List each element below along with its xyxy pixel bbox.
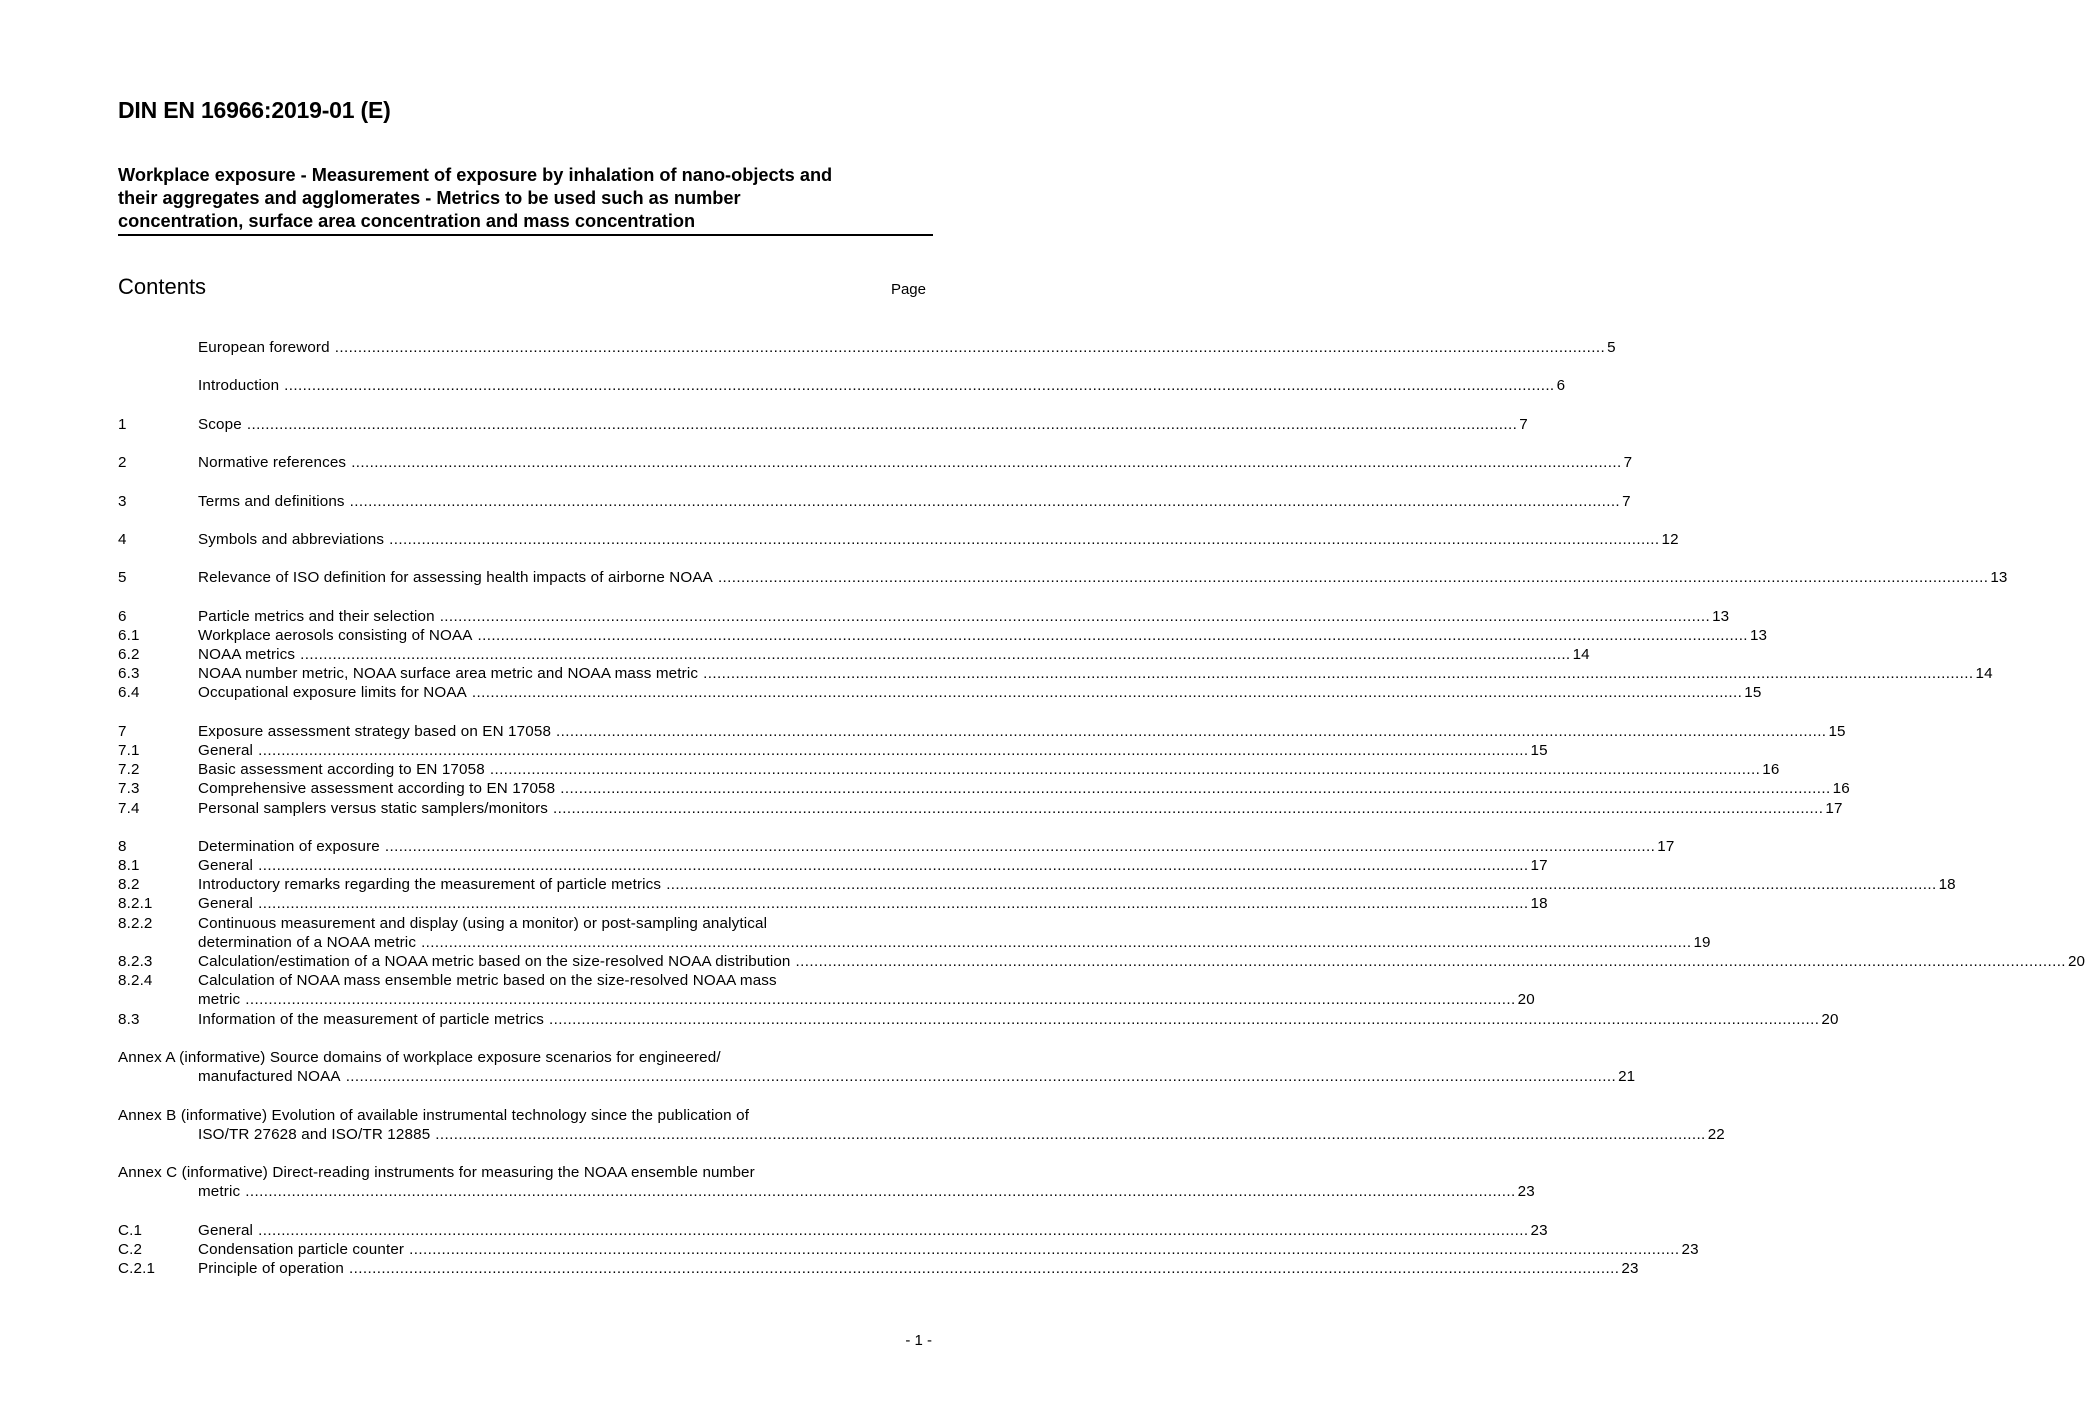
toc-entry[interactable] xyxy=(118,722,1846,741)
toc-entry-page: 23 xyxy=(1681,1240,1699,1258)
title-line: their aggregates and agglomerates - Metrics to be used such as number xyxy=(118,188,741,208)
toc-dot-leader xyxy=(300,645,1570,664)
toc-dot-leader xyxy=(247,415,1517,434)
toc-entry-number: 3 xyxy=(118,492,127,510)
toc-entry-label: metric xyxy=(198,1183,241,1201)
toc-entry-page: 20 xyxy=(1821,1010,1839,1028)
toc-entry-number: 6 xyxy=(118,607,127,625)
toc-entry-label: manufactured NOAA xyxy=(198,1068,341,1086)
toc-entry-number: 8.2.3 xyxy=(118,953,153,970)
toc-entry-page: 13 xyxy=(1990,569,2008,587)
toc-entry-label: determination of a NOAA metric xyxy=(198,933,417,951)
toc-entry-page: 5 xyxy=(1607,339,1616,356)
toc-entry-label: General xyxy=(198,857,254,875)
toc-entry-label: General xyxy=(198,741,254,759)
toc-entry[interactable] xyxy=(118,1010,1839,1029)
toc-entry-number: 6.2 xyxy=(118,646,140,663)
toc-entry-number: C.2.1 xyxy=(118,1260,156,1277)
toc-entry[interactable] xyxy=(118,971,921,990)
toc-entry-label: European foreword xyxy=(198,339,330,356)
toc-entry-label: Introduction xyxy=(198,377,280,395)
toc-entry[interactable] xyxy=(118,607,1730,626)
toc-entry-label: Condensation particle counter xyxy=(198,1240,405,1258)
toc-dot-leader xyxy=(796,952,2066,971)
toc-dot-leader xyxy=(718,568,1988,587)
toc-entry-label: Determination of exposure xyxy=(198,837,380,855)
toc-entry-label: ISO/TR 27628 and ISO/TR 12885 xyxy=(198,1125,431,1143)
toc-entry-page: 19 xyxy=(1693,933,1711,951)
toc-spacer xyxy=(118,1029,921,1048)
toc-entry-page: 15 xyxy=(1828,722,1846,740)
toc-entry[interactable] xyxy=(118,1125,1725,1144)
page-number-footer: - 1 - xyxy=(905,1332,932,1349)
toc-dot-leader xyxy=(553,799,1823,818)
toc-entry-number: 1 xyxy=(118,415,127,433)
toc-entry-page: 23 xyxy=(1517,1183,1535,1201)
toc-dot-leader xyxy=(472,683,1742,702)
toc-entry-number: 7.2 xyxy=(118,761,140,779)
toc-dot-leader xyxy=(389,530,1659,549)
toc-dot-leader xyxy=(245,1182,1515,1201)
toc-spacer xyxy=(118,511,921,530)
toc-dot-leader xyxy=(409,1240,1679,1259)
toc-entry-number: 2 xyxy=(118,454,127,472)
table-of-contents xyxy=(118,338,2085,1278)
toc-entry-label: Calculation of NOAA mass ensemble metric based on the size-resolved NOAA mass xyxy=(198,972,777,990)
toc-dot-leader xyxy=(549,1010,1819,1029)
toc-entry-page: 21 xyxy=(1618,1068,1636,1086)
toc-entry-page: 14 xyxy=(1572,646,1590,663)
toc-dot-leader xyxy=(560,779,1830,798)
toc-dot-leader xyxy=(440,607,1710,626)
toc-entry[interactable] xyxy=(118,837,1675,856)
toc-entry-label: Scope xyxy=(198,415,242,433)
toc-entry-page: 7 xyxy=(1519,415,1528,433)
toc-entry[interactable] xyxy=(118,779,1850,798)
toc-entry-number: 7 xyxy=(118,722,127,740)
toc-entry-page: 13 xyxy=(1712,607,1730,625)
toc-entry[interactable] xyxy=(118,530,1679,549)
toc-entry-label: General xyxy=(198,1221,254,1239)
toc-entry-label: Personal samplers versus static samplers/monitors xyxy=(198,799,549,817)
toc-entry-page: 14 xyxy=(1975,665,1993,683)
toc-entry-page: 7 xyxy=(1622,492,1631,510)
toc-entry-number: 7.3 xyxy=(118,780,140,798)
toc-entry-label: Continuous measurement and display (using a monitor) or post-sampling analytical xyxy=(198,914,768,932)
toc-entry-label: NOAA metrics xyxy=(198,646,296,663)
toc-entry-page: 18 xyxy=(1530,895,1548,913)
toc-entry[interactable] xyxy=(118,875,1956,894)
toc-entry[interactable] xyxy=(118,376,1566,395)
toc-dot-leader xyxy=(385,837,1655,856)
toc-dot-leader xyxy=(703,664,1973,683)
toc-entry[interactable] xyxy=(118,415,1528,434)
toc-spacer xyxy=(118,818,921,837)
toc-entry-label: Symbols and abbreviations xyxy=(198,530,385,548)
toc-entry-label: Basic assessment according to EN 17058 xyxy=(198,761,485,779)
toc-entry[interactable] xyxy=(118,856,1548,875)
document-header: DIN EN 16966:2019-01 (E) xyxy=(118,97,391,123)
toc-entry-label: General xyxy=(198,895,254,913)
toc-entry[interactable] xyxy=(118,645,1590,664)
toc-entry-label: Particle metrics and their selection xyxy=(198,607,435,625)
toc-entry-number: 5 xyxy=(118,569,127,587)
toc-dot-leader xyxy=(666,875,1936,894)
toc-entry-number: C.2 xyxy=(118,1240,143,1258)
toc-dot-leader xyxy=(245,990,1515,1009)
toc-entry[interactable] xyxy=(118,1106,921,1125)
toc-dot-leader xyxy=(421,933,1691,952)
toc-entry-label: Principle of operation xyxy=(198,1260,344,1277)
toc-entry-page: 17 xyxy=(1657,837,1675,855)
toc-entry[interactable] xyxy=(118,453,1633,472)
toc-entry[interactable] xyxy=(118,894,1548,913)
toc-entry-number: 8.2.2 xyxy=(118,914,153,932)
contents-heading: Contents xyxy=(118,274,207,299)
toc-entry-page: 23 xyxy=(1621,1260,1639,1277)
toc-dot-leader xyxy=(258,856,1528,875)
toc-entry-page: 23 xyxy=(1530,1221,1548,1239)
toc-entry[interactable] xyxy=(118,1221,1548,1240)
toc-entry-number: 6.4 xyxy=(118,684,140,702)
toc-entry[interactable] xyxy=(118,1163,921,1182)
toc-spacer xyxy=(118,703,921,722)
toc-entry-label: metric xyxy=(198,991,241,1009)
toc-spacer xyxy=(118,587,921,606)
toc-entry-label: Workplace aerosols consisting of NOAA xyxy=(198,626,473,644)
toc-entry[interactable] xyxy=(118,1182,1535,1201)
toc-dot-leader xyxy=(349,1259,1619,1278)
toc-entry-page: 16 xyxy=(1832,780,1850,798)
toc-entry-number: 8.3 xyxy=(118,1010,140,1028)
toc-entry[interactable] xyxy=(118,914,921,933)
toc-entry-label: Calculation/estimation of a NOAA metric based on the size-resolved NOAA distribution xyxy=(198,953,791,970)
toc-entry-label: Information of the measurement of particle metrics xyxy=(198,1010,544,1028)
toc-dot-leader xyxy=(490,760,1760,779)
toc-entry-label: Exposure assessment strategy based on EN 17058 xyxy=(198,722,552,740)
toc-entry[interactable] xyxy=(118,741,1548,760)
toc-entry-number: 8.2.4 xyxy=(118,972,153,990)
toc-entry-number: 6.3 xyxy=(118,665,140,683)
toc-entry[interactable] xyxy=(118,990,1535,1009)
toc-entry-page: 7 xyxy=(1623,454,1633,472)
toc-dot-leader xyxy=(350,492,1620,511)
toc-spacer xyxy=(118,472,921,491)
document-title xyxy=(118,164,933,236)
toc-entry[interactable] xyxy=(118,952,2085,971)
toc-dot-leader xyxy=(346,1067,1616,1086)
toc-entry-page: 20 xyxy=(1517,991,1535,1009)
toc-entry-label: Comprehensive assessment according to EN 17058 xyxy=(198,780,556,798)
toc-entry-label: Introductory remarks regarding the measurement of particle metrics xyxy=(198,876,662,894)
toc-spacer xyxy=(118,357,921,376)
toc-entry-page: 22 xyxy=(1707,1125,1725,1143)
toc-entry[interactable] xyxy=(118,799,1843,818)
toc-dot-leader xyxy=(335,338,1605,357)
toc-entry[interactable] xyxy=(118,492,1631,511)
toc-entry[interactable] xyxy=(118,664,1993,683)
toc-entry[interactable] xyxy=(118,568,2008,587)
toc-entry-label: Relevance of ISO definition for assessing health impacts of airborne NOAA xyxy=(198,569,713,587)
toc-annex-title: Annex B (informative) Evolution of available instrumental technology since the publication of xyxy=(118,1106,750,1124)
toc-entry-label: NOAA number metric, NOAA surface area metric and NOAA mass metric xyxy=(198,665,699,683)
toc-entry-number: 8 xyxy=(118,837,127,855)
toc-entry-label: Normative references xyxy=(198,454,347,472)
toc-entry[interactable] xyxy=(118,760,1780,779)
toc-entry-number: C.1 xyxy=(118,1221,143,1239)
toc-entry-page: 18 xyxy=(1938,876,1956,894)
toc-entry-number: 7.1 xyxy=(118,741,140,759)
toc-entry-page: 17 xyxy=(1530,857,1548,875)
toc-entry-number: 8.1 xyxy=(118,857,140,875)
toc-spacer xyxy=(118,1086,921,1105)
toc-spacer xyxy=(118,549,921,568)
toc-entry-number: 4 xyxy=(118,530,127,548)
toc-dot-leader xyxy=(258,894,1528,913)
toc-entry[interactable] xyxy=(118,338,1616,357)
toc-entry-label: Terms and definitions xyxy=(198,492,345,510)
toc-dot-leader xyxy=(478,626,1748,645)
toc-entry[interactable] xyxy=(118,1259,1639,1278)
toc-dot-leader xyxy=(258,741,1528,760)
toc-entry-number: 6.1 xyxy=(118,626,140,644)
title-line: concentration, surface area concentration and mass concentration xyxy=(118,211,696,231)
toc-entry-number: 7.4 xyxy=(118,799,140,817)
toc-entry[interactable] xyxy=(118,683,1762,702)
toc-spacer xyxy=(118,1201,921,1220)
toc-spacer xyxy=(118,1144,921,1163)
toc-entry[interactable] xyxy=(118,933,1711,952)
toc-entry-page: 13 xyxy=(1749,626,1768,644)
toc-dot-leader xyxy=(556,722,1826,741)
toc-entry-page: 16 xyxy=(1762,761,1780,779)
toc-entry-page: 12 xyxy=(1661,530,1679,548)
toc-entry[interactable] xyxy=(118,1240,1699,1259)
toc-entry-page: 15 xyxy=(1530,741,1548,759)
toc-entry-number: 8.2 xyxy=(118,876,140,894)
toc-annex-title: Annex C (informative) Direct-reading instruments for measuring the NOAA ensemble number xyxy=(118,1164,755,1182)
toc-spacer xyxy=(118,396,921,415)
toc-entry-number: 8.2.1 xyxy=(118,895,153,913)
toc-entry-page: 15 xyxy=(1744,684,1762,702)
title-line: Workplace exposure - Measurement of exposure by inhalation of nano-objects and xyxy=(118,165,833,185)
toc-dot-leader xyxy=(435,1125,1705,1144)
toc-annex-title: Annex A (informative) Source domains of workplace exposure scenarios for engineered/ xyxy=(118,1048,721,1066)
toc-entry[interactable] xyxy=(118,1067,1636,1086)
toc-dot-leader xyxy=(258,1221,1528,1240)
toc-entry-page: 20 xyxy=(2067,953,2085,970)
toc-entry-page: 17 xyxy=(1825,799,1843,817)
toc-entry[interactable] xyxy=(118,626,1768,645)
toc-entry[interactable] xyxy=(118,1048,921,1067)
toc-dot-leader xyxy=(284,376,1554,395)
toc-entry-page: 6 xyxy=(1556,377,1566,395)
toc-entry-label: Occupational exposure limits for NOAA xyxy=(198,684,467,702)
toc-dot-leader xyxy=(351,453,1621,472)
toc-spacer xyxy=(118,434,921,453)
page-column-label: Page xyxy=(890,281,926,298)
